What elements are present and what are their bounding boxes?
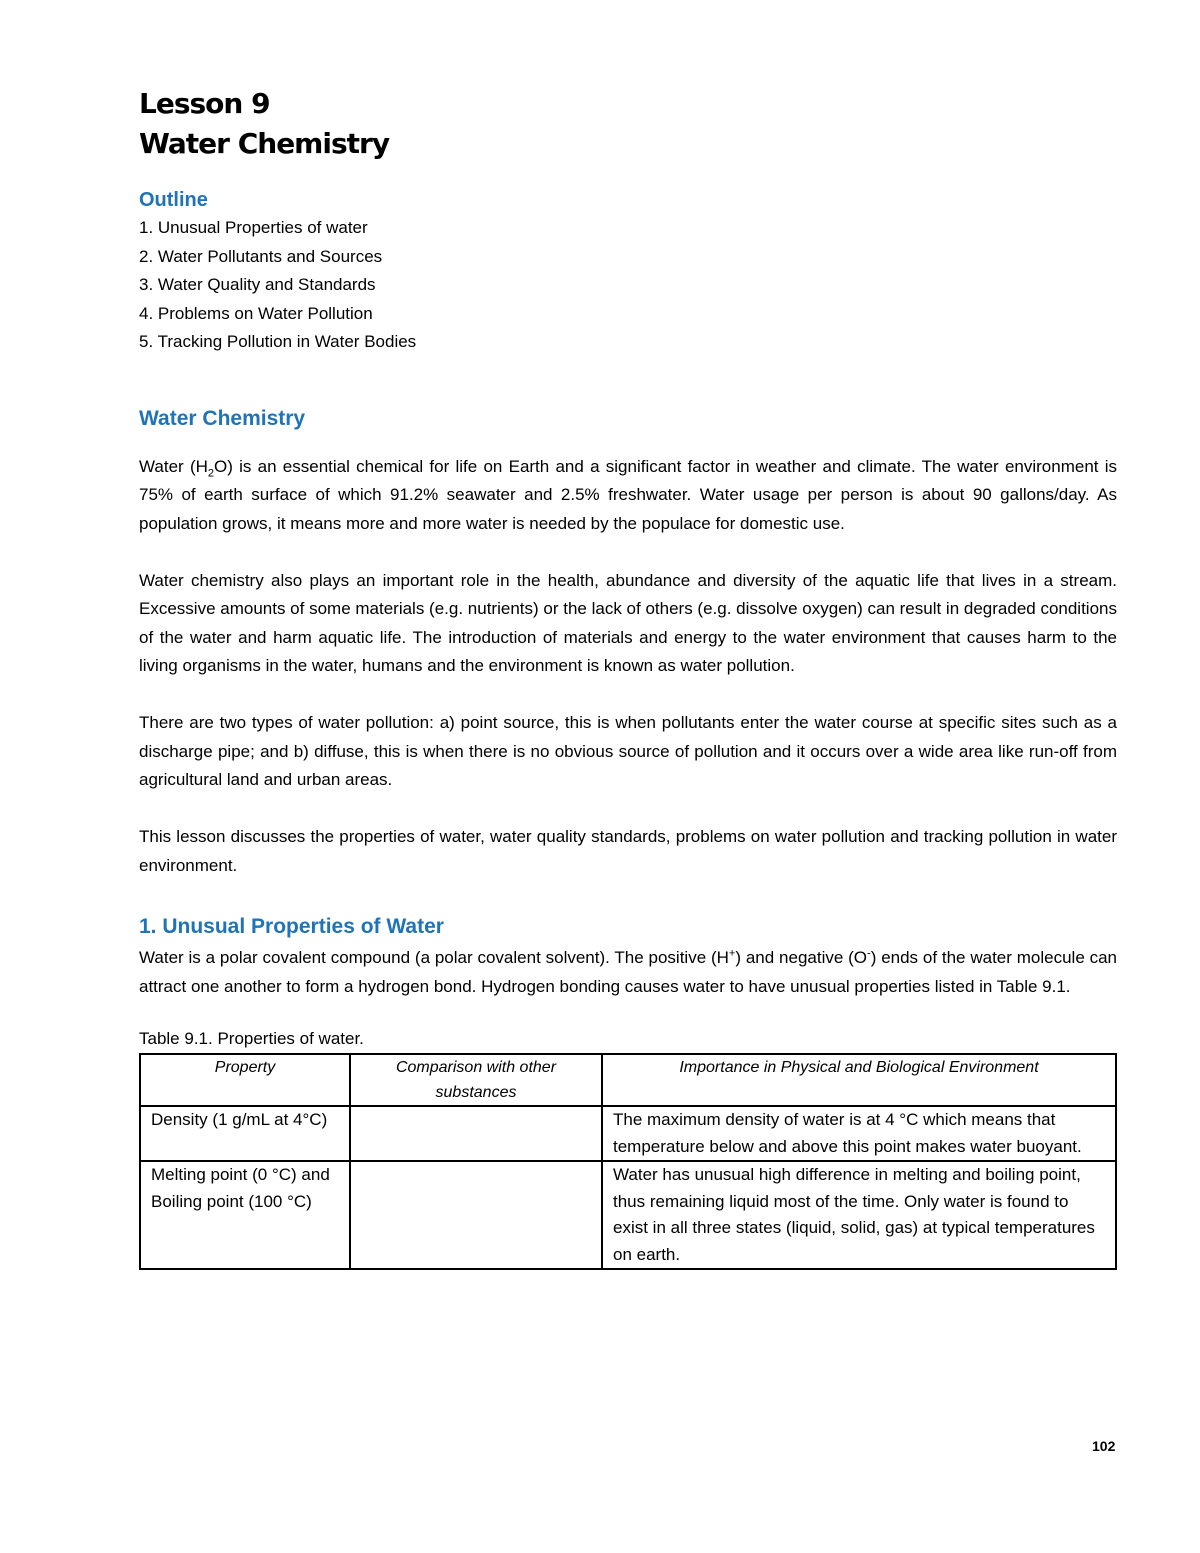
table-cell: Melting point (0 °C) and Boiling point (100 °C) [140, 1161, 350, 1269]
outline-list [139, 214, 1117, 357]
superscript: - [867, 947, 871, 960]
document-page [139, 84, 1117, 1270]
outline-item: 3. Water Quality and Standards [139, 275, 376, 295]
text-run: Water is a polar covalent compound (a polar covalent solvent). The positive (H [139, 948, 729, 968]
table-header-row [140, 1054, 1116, 1106]
page-number: 102 [1092, 1438, 1116, 1454]
text-run: ) ends of the water molecule can attract one another to form a hydrogen bond. Hydrogen bonding causes water to have unusual properties listed in Table 9.1. [139, 948, 1118, 996]
lesson-title: Water Chemistry [139, 127, 390, 160]
outline-heading: Outline [139, 189, 208, 211]
outline-item: 2. Water Pollutants and Sources [139, 246, 383, 266]
superscript: + [728, 947, 736, 960]
table-cell: Water has unusual high difference in melting and boiling point, thus remaining liquid most of the time. Only water is found to exist in all three states (liquid, solid, gas) at typical temperatures on earth. [602, 1161, 1116, 1269]
lesson-summary-paragraph: This lesson discusses the properties of water, water quality standards, problems on water pollution and tracking pollution in water environment. [139, 827, 1117, 875]
column-header-importance: Importance in Physical and Biological Environment [602, 1054, 1116, 1106]
aquatic-life-paragraph: Water chemistry also plays an important role in the health, abundance and diversity of the aquatic life that lives in a stream. Excessive amounts of some materials (e.g. nutrients) or the lack of others (e.g. dissolve oxygen) can result in degraded conditions of the water and harm aquatic life. The introduction of materials and energy to the water environment that causes harm to the living organisms in the water, humans and the environment is known as water pollution. [139, 570, 1117, 676]
table-row [140, 1161, 1116, 1269]
text-run: O) is an essential chemical for life on Earth and a significant factor in weather and climate. The water environment is 75% of earth surface of which 91.2% seawater and 2.5% freshwater. Water usage per person is about 90 gallons/day. As population grows, it means more and more water is needed by the populace for domestic use. [139, 456, 1118, 533]
text-run: ) and negative (O [735, 948, 868, 968]
column-header-property: Property [140, 1054, 350, 1106]
table-row [140, 1106, 1116, 1161]
table-cell: Density (1 g/mL at 4°C) [140, 1106, 350, 1161]
outline-item: 5. Tracking Pollution in Water Bodies [139, 332, 417, 352]
unusual-properties-heading: 1. Unusual Properties of Water [139, 915, 444, 939]
outline-item: 1. Unusual Properties of water [139, 218, 368, 237]
column-header-comparison: Comparison with other substances [350, 1054, 602, 1106]
table-cell: The maximum density of water is at 4 °C which means that temperature below and above this point makes water buoyant. [602, 1106, 1116, 1161]
outline-item: 4. Problems on Water Pollution [139, 303, 373, 323]
table-caption: Table 9.1. Properties of water. [139, 1029, 364, 1049]
table-cell [350, 1161, 602, 1269]
table-cell [350, 1106, 602, 1161]
pollution-types-paragraph: There are two types of water pollution: a) point source, this is when pollutants enter the water course at specific sites such as a discharge pipe; and b) diffuse, this is when there is no obvious source of pollution and it occurs over a wide area like run-off from agricultural land and urban areas. [139, 713, 1117, 790]
text-run: Water (H [139, 456, 208, 476]
subscript: 2 [207, 467, 215, 480]
properties-table [139, 1053, 1117, 1270]
lesson-number: Lesson 9 [139, 87, 270, 120]
intro-paragraph [139, 453, 1117, 539]
polar-covalent-paragraph [139, 944, 1117, 1001]
water-chemistry-heading: Water Chemistry [139, 406, 306, 430]
